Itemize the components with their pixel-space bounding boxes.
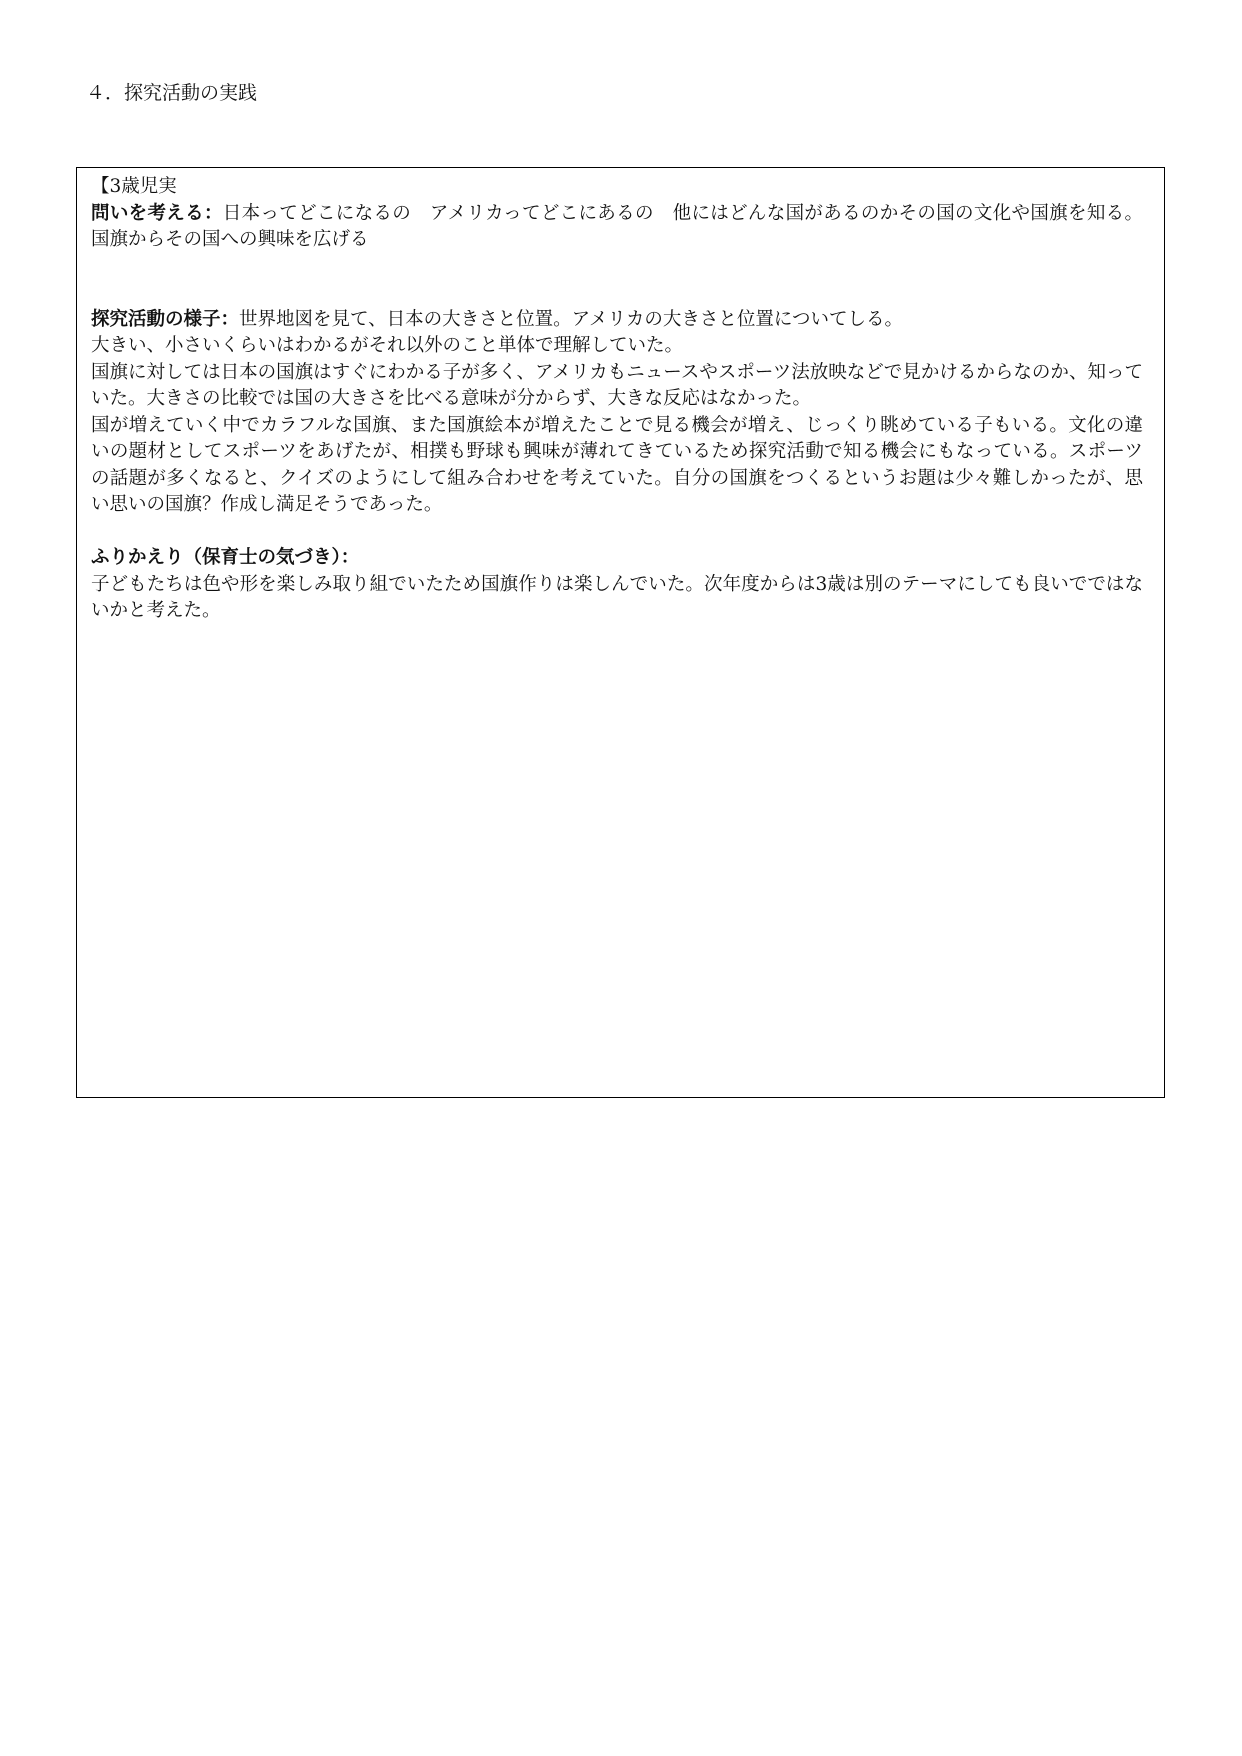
question-label: 問いを考える：: [91, 202, 223, 224]
activity-label: 探究活動の様子：: [91, 308, 240, 330]
spacer: [91, 254, 1143, 307]
reflection-label: ふりかえり（保育士の気づき）：: [91, 547, 360, 568]
section-heading: ４．探究活動の実践: [86, 82, 258, 104]
question-text: 日本ってどこになるの アメリカってどこにあるの 他にはどんな国があるのかその国の文化や国旗を知る。国旗からその国への興味を広げる: [91, 202, 1143, 250]
activity-paragraph-2: 国旗に対しては日本の国旗はすぐにわかる子が多く、アメリカもニュースやスポーツ法放映などで見かけるからなのか、知っていた。大きさの比較では国の大きさを比べる意味が分からず、大きな反応はなかった。: [91, 361, 1143, 409]
practice-record-box: [76, 167, 1165, 1098]
activity-paragraph-1: 大きい、小さいくらいはわかるがそれ以外のこと単体で理解していた。: [91, 335, 684, 356]
activity-paragraph: [91, 307, 1143, 334]
class-title: 【3歳児実: [91, 176, 177, 197]
spacer: [91, 519, 1143, 546]
question-paragraph: [91, 201, 1143, 254]
reflection-text: 子どもたちは色や形を楽しみ取り組でいたため国旗作りは楽しんでいた。次年度からは3歳は別のテーマにしても良いでではないかと考えた。: [91, 573, 1143, 621]
activity-text: 世界地図を見て、日本の大きさと位置。アメリカの大きさと位置についてしる。: [239, 308, 903, 330]
activity-paragraph-3: 国が増えていく中でカラフルな国旗、また国旗絵本が増えたことで見る機会が増え、じっくり眺めている子もいる。文化の違いの題材としてスポーツをあげたが、相撲も野球も興味が薄れてきているため探究活動で知る機会にもなっている。スポーツの話題が多くなると、クイズのようにして組み合わせを考えていた。自分の国旗をつくるというお題は少々難しかったが、思い思いの国旗？作成し満足そうであった。: [91, 414, 1143, 515]
practice-record-content: [91, 174, 1143, 625]
